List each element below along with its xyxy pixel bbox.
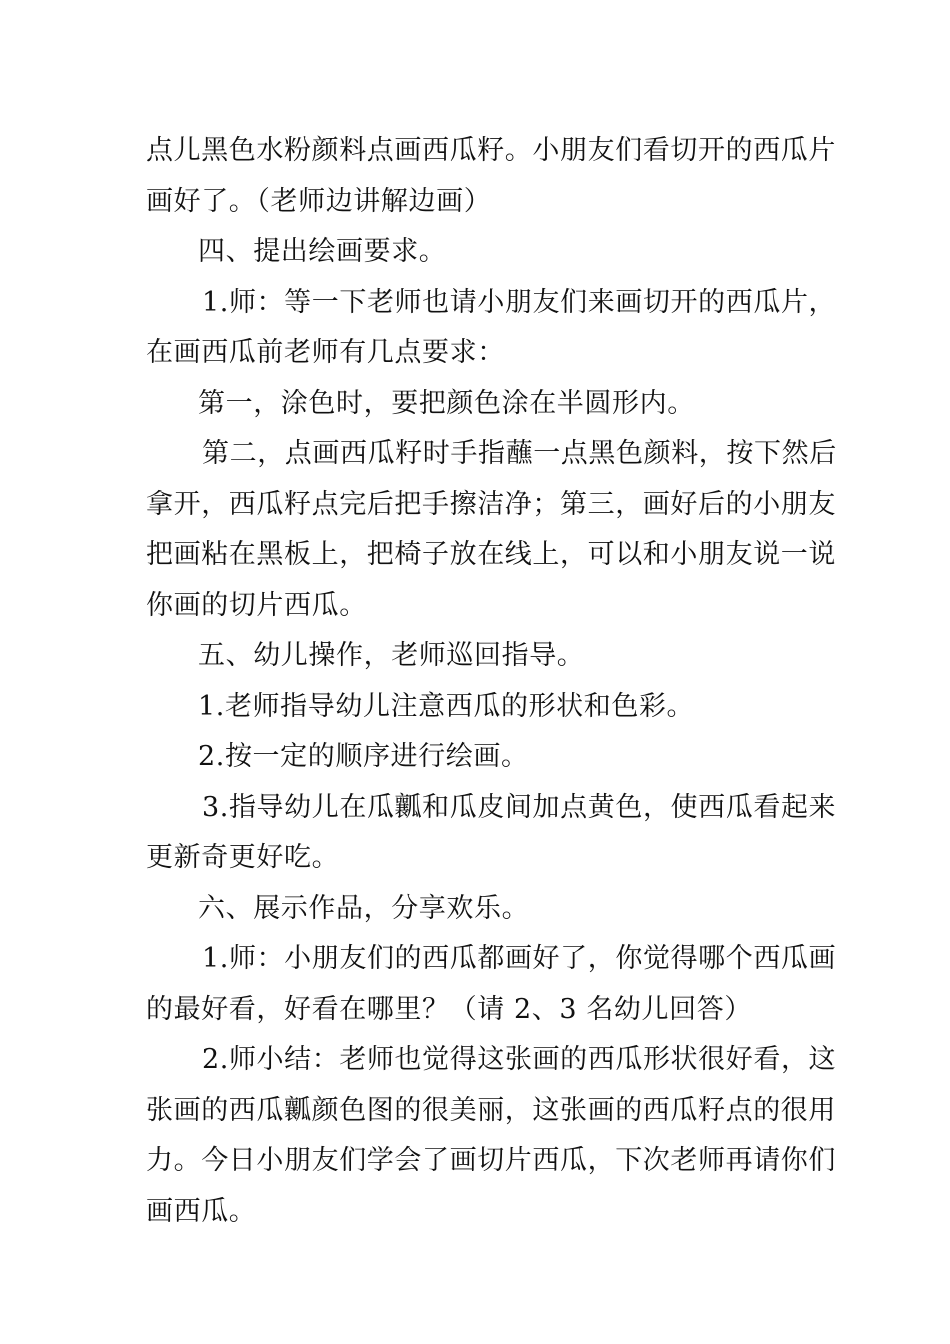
section-heading: 五、幼儿操作，老师巡回指导。 — [198, 640, 585, 671]
body-line: 把画粘在黑板上，把椅子放在线上，可以和小朋友说一说 — [146, 539, 836, 570]
body-line: 在画西瓜前老师有几点要求： — [146, 337, 505, 368]
body-line: 1.师：等一下老师也请小朋友们来画切开的西瓜片， — [202, 286, 837, 318]
document-body — [146, 126, 837, 1237]
body-line: 点儿黑色水粉颜料点画西瓜籽。小朋友们看切开的西瓜片 — [146, 135, 836, 166]
body-line: 1.师：小朋友们的西瓜都画好了，你觉得哪个西瓜画 — [202, 943, 837, 974]
body-line: 第二，点画西瓜籽时手指蘸一点黑色颜料，按下然后 — [202, 438, 837, 469]
body-line: 3.指导幼儿在瓜瓤和瓜皮间加点黄色，使西瓜看起来 — [202, 791, 837, 823]
body-line: 1.老师指导幼儿注意西瓜的形状和色彩。 — [198, 690, 695, 722]
body-line: 画好了。（老师边讲解边画） — [146, 185, 492, 217]
section-heading: 六、展示作品，分享欢乐。 — [198, 892, 530, 924]
body-line: 力。今日小朋友们学会了画切片西瓜，下次老师再请你们 — [146, 1145, 836, 1176]
body-line: 拿开，西瓜籽点完后把手擦洁净；第三，画好后的小朋友 — [146, 488, 836, 520]
body-line: 2.师小结：老师也觉得这张画的西瓜形状很好看，这 — [202, 1044, 837, 1075]
section-heading: 四、提出绘画要求。 — [198, 236, 447, 267]
body-line: 第一，涂色时，要把颜色涂在半圆形内。 — [198, 387, 695, 419]
body-line: 你画的切片西瓜。 — [146, 589, 367, 621]
body-line: 张画的西瓜瓤颜色图的很美丽，这张画的西瓜籽点的很用 — [146, 1094, 836, 1126]
body-line: 画西瓜。 — [146, 1195, 257, 1227]
body-line: 更新奇更好吃。 — [146, 842, 340, 873]
body-line: 2.按一定的顺序进行绘画。 — [198, 741, 529, 772]
body-line: 的最好看，好看在哪里？（请 2、3 名幼儿回答） — [146, 993, 752, 1025]
